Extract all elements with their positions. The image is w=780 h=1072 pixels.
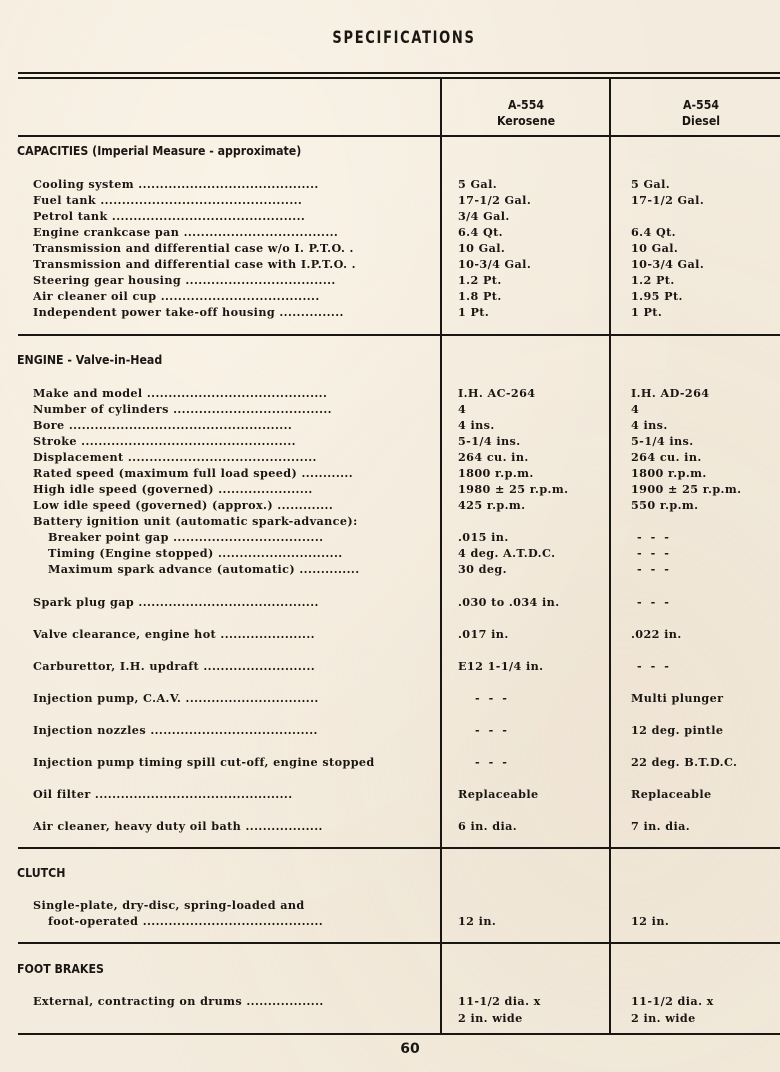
table-row [0, 256, 780, 272]
kerosene-value: 11-1/2 dia. x [458, 994, 541, 1008]
table-top-rule-1 [18, 72, 780, 74]
diesel-value: 17-1/2 Gal. [631, 193, 705, 207]
spec-label: Number of cylinders ..................................... [33, 402, 332, 416]
table-row [0, 465, 780, 481]
kerosene-value: .015 in. [458, 530, 509, 544]
spec-label: foot-operated .......................................... [48, 914, 324, 928]
spec-label: Transmission and differential case with I.P.T.O. . [33, 257, 356, 271]
section-heading-foot-brakes: FOOT BRAKES [17, 961, 104, 976]
clutch-bottom-rule [18, 942, 780, 944]
kerosene-value: .030 to .034 in. [458, 595, 560, 609]
diesel-value: 1 Pt. [631, 305, 663, 319]
kerosene-value: 3/4 Gal. [458, 209, 510, 223]
page-number: 60 [400, 1041, 420, 1057]
table-row [0, 722, 780, 738]
table-row [0, 529, 780, 545]
spec-label: Timing (Engine stopped) ............................. [48, 546, 343, 560]
kerosene-value: 10-3/4 Gal. [458, 257, 532, 271]
spec-label: Injection nozzles ....................................... [33, 723, 318, 737]
diesel-value: - - - [637, 659, 670, 673]
table-row [0, 481, 780, 497]
diesel-value: 5 Gal. [631, 177, 671, 191]
kerosene-value: I.H. AC-264 [458, 386, 536, 400]
diesel-value: .022 in. [631, 627, 682, 641]
kerosene-value: E12 1-1/4 in. [458, 659, 544, 673]
spec-label: Independent power take-off housing ............... [33, 305, 344, 319]
table-row [0, 433, 780, 449]
spec-label: Injection pump timing spill cut-off, engine stopped [33, 755, 375, 769]
kerosene-value: 1980 ± 25 r.p.m. [458, 482, 569, 496]
kerosene-value: 425 r.p.m. [458, 498, 526, 512]
kerosene-value: 4 ins. [458, 418, 495, 432]
table-row [0, 545, 780, 561]
kerosene-value: 17-1/2 Gal. [458, 193, 532, 207]
spec-label: Single-plate, dry-disc, spring-loaded and [33, 898, 305, 912]
diesel-value: 264 cu. in. [631, 450, 702, 464]
spec-label: Fuel tank ............................................... [33, 193, 303, 207]
kerosene-value: 5-1/4 ins. [458, 434, 521, 448]
spec-label: Steering gear housing ................................... [33, 273, 336, 287]
diesel-value: 6.4 Qt. [631, 225, 676, 239]
table-row [0, 818, 780, 834]
kerosene-value: 1800 r.p.m. [458, 466, 534, 480]
diesel-value: 7 in. dia. [631, 819, 691, 833]
diesel-value: 12 deg. pintle [631, 723, 724, 737]
spec-label: Petrol tank ............................................. [33, 209, 306, 223]
column-header-kerosene [452, 97, 600, 129]
spec-label: High idle speed (governed) ...................... [33, 482, 313, 496]
spec-label: Air cleaner oil cup ..................................... [33, 289, 320, 303]
table-row [0, 513, 780, 529]
spec-label: Cooling system .......................................... [33, 177, 319, 191]
diesel-value: 1.95 Pt. [631, 289, 683, 303]
diesel-value: 11-1/2 dia. x [631, 994, 714, 1008]
table-row [0, 786, 780, 802]
table-row [0, 561, 780, 577]
table-row [0, 690, 780, 706]
spec-label: Maximum spark advance (automatic) .............. [48, 562, 360, 576]
table-row [0, 272, 780, 288]
kerosene-value: 12 in. [458, 914, 497, 928]
kerosene-value: 1.2 Pt. [458, 273, 502, 287]
spec-label: Engine crankcase pan .................................... [33, 225, 339, 239]
engine-bottom-rule [18, 847, 780, 849]
spec-label: Breaker point gap ................................... [48, 530, 324, 544]
diesel-value: - - - [637, 595, 670, 609]
table-row [0, 240, 780, 256]
diesel-value: 1800 r.p.m. [631, 466, 707, 480]
kerosene-value: 30 deg. [458, 562, 507, 576]
diesel-value: 12 in. [631, 914, 670, 928]
diesel-value: 10-3/4 Gal. [631, 257, 705, 271]
kerosene-value: 4 [458, 402, 467, 416]
diesel-value: 4 ins. [631, 418, 668, 432]
table-row [0, 385, 780, 401]
spec-label: Battery ignition unit (automatic spark-advance): [33, 514, 358, 528]
kerosene-value: - - - [475, 691, 508, 705]
table-row [0, 224, 780, 240]
table-row [0, 594, 780, 610]
table-row [0, 993, 780, 1009]
table-row [0, 417, 780, 433]
kerosene-value: Replaceable [458, 787, 539, 801]
table-row [0, 449, 780, 465]
table-bottom-rule [18, 1033, 780, 1035]
table-row [0, 897, 780, 913]
spec-label: Valve clearance, engine hot ...................... [33, 627, 315, 641]
diesel-value: - - - [637, 546, 670, 560]
spec-label: Displacement ............................................ [33, 450, 317, 464]
kerosene-value: 10 Gal. [458, 241, 506, 255]
section-heading-clutch: CLUTCH [17, 865, 66, 880]
kerosene-value: 6.4 Qt. [458, 225, 503, 239]
page-title: SPECIFICATIONS [332, 28, 476, 48]
diesel-value: Replaceable [631, 787, 712, 801]
spec-label: Oil filter .............................................. [33, 787, 293, 801]
table-row [0, 913, 780, 929]
spec-label: Stroke .................................................. [33, 434, 296, 448]
table-row [0, 288, 780, 304]
diesel-value: 1.2 Pt. [631, 273, 675, 287]
capacities-bottom-rule [18, 334, 780, 336]
diesel-value: Multi plunger [631, 691, 724, 705]
kerosene-value: 5 Gal. [458, 177, 498, 191]
kerosene-value: 264 cu. in. [458, 450, 529, 464]
diesel-value: 4 [631, 402, 640, 416]
kerosene-value: 6 in. dia. [458, 819, 518, 833]
spec-label: Transmission and differential case w/o I. P.T.O. . [33, 241, 354, 255]
section-heading-capacities: CAPACITIES (Imperial Measure - approximate) [17, 143, 302, 158]
table-row [0, 754, 780, 770]
diesel-value: I.H. AD-264 [631, 386, 710, 400]
table-top-rule-2 [18, 77, 780, 79]
spec-label: Spark plug gap .......................................... [33, 595, 319, 609]
kerosene-value: .017 in. [458, 627, 509, 641]
spec-label: Make and model .......................................... [33, 386, 328, 400]
header-bottom-rule [18, 135, 780, 137]
table-row [0, 1010, 780, 1026]
table-row [0, 192, 780, 208]
kerosene-fuel: Kerosene [496, 113, 556, 128]
spec-label: External, contracting on drums .................. [33, 994, 324, 1008]
diesel-value: - - - [637, 530, 670, 544]
column-header-diesel [622, 97, 780, 129]
table-row [0, 497, 780, 513]
spec-label: Carburettor, I.H. updraft .......................... [33, 659, 316, 673]
diesel-value: 1900 ± 25 r.p.m. [631, 482, 742, 496]
table-row [0, 208, 780, 224]
spec-label: Rated speed (maximum full load speed) ............ [33, 466, 354, 480]
diesel-value: 22 deg. B.T.D.C. [631, 755, 738, 769]
diesel-value: 2 in. wide [631, 1011, 696, 1025]
kerosene-value: 1.8 Pt. [458, 289, 502, 303]
diesel-model: A-554 [682, 97, 720, 112]
diesel-value: - - - [637, 562, 670, 576]
spec-label: Bore .................................................... [33, 418, 293, 432]
kerosene-model: A-554 [507, 97, 545, 112]
kerosene-value: 4 deg. A.T.D.C. [458, 546, 556, 560]
table-row [0, 176, 780, 192]
spec-label: Low idle speed (governed) (approx.) ............. [33, 498, 334, 512]
kerosene-value: - - - [475, 755, 508, 769]
table-row [0, 304, 780, 320]
table-row [0, 626, 780, 642]
kerosene-value: - - - [475, 723, 508, 737]
diesel-fuel: Diesel [681, 113, 721, 128]
kerosene-value: 1 Pt. [458, 305, 490, 319]
table-row [0, 658, 780, 674]
kerosene-value: 2 in. wide [458, 1011, 523, 1025]
spec-label: Air cleaner, heavy duty oil bath .................. [33, 819, 323, 833]
section-heading-engine: ENGINE - Valve-in-Head [17, 352, 163, 367]
spec-label: Injection pump, C.A.V. ............................... [33, 691, 319, 705]
diesel-value: 5-1/4 ins. [631, 434, 694, 448]
diesel-value: 550 r.p.m. [631, 498, 699, 512]
table-row [0, 401, 780, 417]
diesel-value: 10 Gal. [631, 241, 679, 255]
